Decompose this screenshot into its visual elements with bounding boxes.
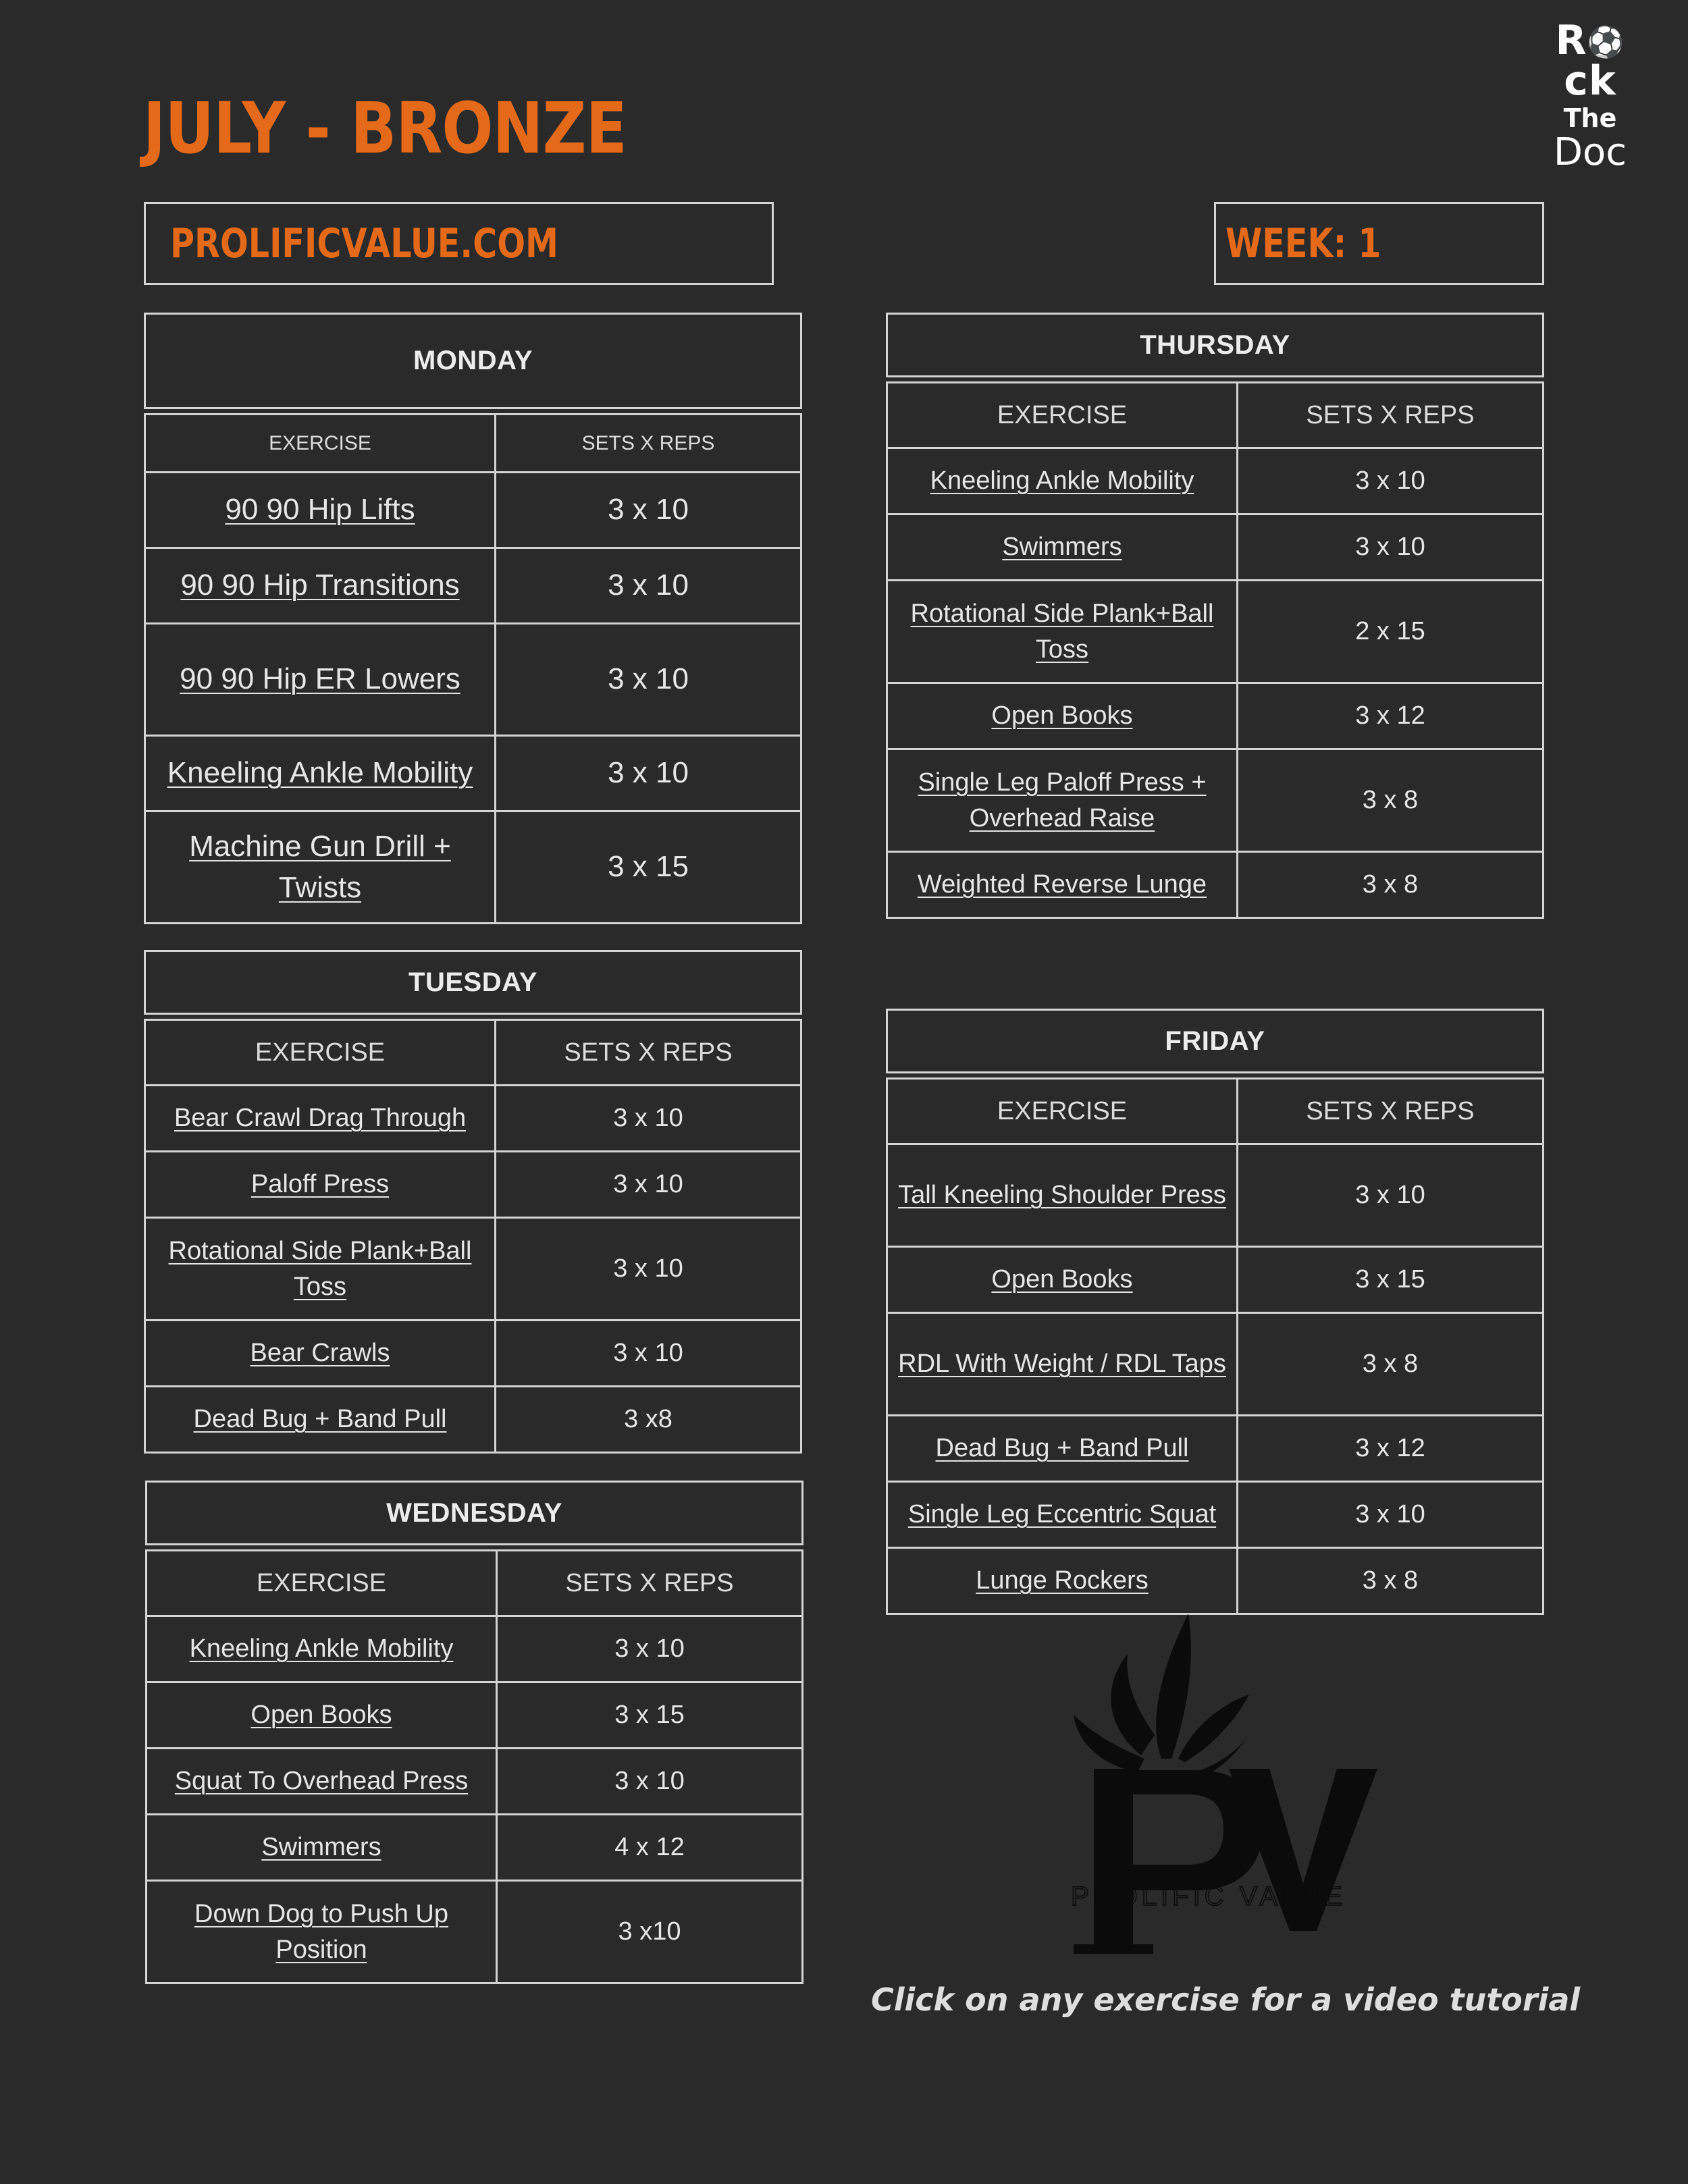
- column-header-exercise: EXERCISE: [887, 383, 1238, 448]
- table-row: [887, 1548, 1544, 1614]
- sets-reps: 3 x 15: [497, 1682, 803, 1749]
- exercise-link[interactable]: Paloff Press: [145, 1152, 496, 1218]
- sets-reps: 3 x 8: [1238, 1548, 1544, 1614]
- column-header-sets: SETS X REPS: [1238, 383, 1544, 448]
- exercise-link[interactable]: Bear Crawl Drag Through: [145, 1086, 496, 1152]
- exercise-link[interactable]: 90 90 Hip Transitions: [145, 548, 496, 624]
- thursday-table: [886, 381, 1544, 919]
- exercise-link[interactable]: Dead Bug + Band Pull: [145, 1387, 496, 1453]
- table-row: [145, 736, 801, 811]
- sets-reps: 3 x 8: [1238, 749, 1544, 852]
- day-heading: THURSDAY: [886, 313, 1544, 377]
- wednesday-table: [145, 1549, 803, 1984]
- sets-reps: 3 x 10: [496, 1152, 801, 1218]
- site-link[interactable]: PROLIFICVALUE.COM: [170, 219, 559, 267]
- tuesday-table: [144, 1019, 802, 1454]
- exercise-link[interactable]: Lunge Rockers: [887, 1548, 1238, 1614]
- sets-reps: 3 x 10: [1238, 1482, 1544, 1548]
- sets-reps: 4 x 12: [497, 1815, 803, 1881]
- sets-reps: 2 x 15: [1238, 581, 1544, 683]
- table-row: [147, 1682, 803, 1749]
- friday-section: [886, 1009, 1544, 1615]
- table-row: [145, 1218, 801, 1321]
- exercise-link[interactable]: Single Leg Eccentric Squat: [887, 1482, 1238, 1548]
- exercise-link[interactable]: Down Dog to Push Up Position: [147, 1881, 497, 1983]
- tuesday-section: [144, 950, 802, 1454]
- exercise-link[interactable]: Swimmers: [147, 1815, 497, 1881]
- table-row: [887, 448, 1544, 514]
- exercise-link[interactable]: Tall Kneeling Shoulder Press: [887, 1144, 1238, 1247]
- sets-reps: 3 x 10: [496, 1086, 801, 1152]
- week-label: WEEK: 1: [1225, 219, 1381, 267]
- table-row: [887, 514, 1544, 581]
- exercise-link[interactable]: Kneeling Ankle Mobility: [887, 448, 1238, 514]
- page-title: JULY - BRONZE: [143, 87, 627, 169]
- table-row: [145, 1086, 801, 1152]
- table-row: [145, 548, 801, 624]
- exercise-link[interactable]: Bear Crawls: [145, 1321, 496, 1387]
- rock-the-doc-logo: R⚽ck The Doc: [1553, 17, 1627, 174]
- sets-reps: 3 x 12: [1238, 1416, 1544, 1482]
- column-header-sets: SETS X REPS: [1238, 1079, 1544, 1144]
- table-row: [147, 1616, 803, 1682]
- monday-section: [144, 313, 802, 924]
- sets-reps: 3 x 10: [497, 1749, 803, 1815]
- wednesday-section: [145, 1481, 803, 1984]
- sets-reps: 3 x 10: [1238, 514, 1544, 581]
- thursday-section: [886, 313, 1544, 919]
- sets-reps: 3 x 10: [496, 736, 801, 811]
- column-header-exercise: EXERCISE: [145, 415, 496, 473]
- table-row: [887, 1416, 1544, 1482]
- column-header-sets: SETS X REPS: [496, 415, 801, 473]
- sets-reps: 3 x 10: [496, 548, 801, 624]
- column-header-exercise: EXERCISE: [887, 1079, 1238, 1144]
- exercise-link[interactable]: Kneeling Ankle Mobility: [147, 1616, 497, 1682]
- column-header-sets: SETS X REPS: [496, 1020, 801, 1086]
- table-row: [887, 1313, 1544, 1416]
- sets-reps: 3 x 12: [1238, 683, 1544, 749]
- table-row: [147, 1749, 803, 1815]
- sets-reps: 3 x10: [497, 1881, 803, 1983]
- table-row: [887, 749, 1544, 852]
- exercise-link[interactable]: Swimmers: [887, 514, 1238, 581]
- sets-reps: 3 x 15: [496, 811, 801, 924]
- sets-reps: 3 x8: [496, 1387, 801, 1453]
- table-row: [887, 1482, 1544, 1548]
- table-row: [887, 1247, 1544, 1313]
- table-row: [887, 683, 1544, 749]
- footer-note: Click on any exercise for a video tutorial: [871, 1981, 1581, 2018]
- exercise-link[interactable]: Machine Gun Drill + Twists: [145, 811, 496, 924]
- exercise-link[interactable]: RDL With Weight / RDL Taps: [887, 1313, 1238, 1416]
- exercise-link[interactable]: Squat To Overhead Press: [147, 1749, 497, 1815]
- friday-table: [886, 1077, 1544, 1615]
- exercise-link[interactable]: Open Books: [887, 1247, 1238, 1313]
- exercise-link[interactable]: Open Books: [147, 1682, 497, 1749]
- table-row: [145, 1321, 801, 1387]
- table-row: [887, 581, 1544, 683]
- prolific-value-logo: [1026, 1614, 1391, 1965]
- table-row: [145, 473, 801, 548]
- exercise-link[interactable]: Single Leg Paloff Press + Overhead Raise: [887, 749, 1238, 852]
- table-row: [147, 1881, 803, 1983]
- sets-reps: 3 x 10: [496, 1218, 801, 1321]
- sets-reps: 3 x 15: [1238, 1247, 1544, 1313]
- column-header-sets: SETS X REPS: [497, 1551, 803, 1616]
- sets-reps: 3 x 10: [497, 1616, 803, 1682]
- table-row: [145, 624, 801, 736]
- exercise-link[interactable]: Weighted Reverse Lunge: [887, 852, 1238, 918]
- table-row: [147, 1815, 803, 1881]
- table-row: [145, 811, 801, 924]
- day-heading: MONDAY: [144, 313, 802, 409]
- exercise-link[interactable]: Dead Bug + Band Pull: [887, 1416, 1238, 1482]
- week-box: [1214, 202, 1544, 285]
- table-row: [145, 1152, 801, 1218]
- exercise-link[interactable]: Rotational Side Plank+Ball Toss: [887, 581, 1238, 683]
- table-row: [887, 1144, 1544, 1247]
- sets-reps: 3 x 10: [496, 624, 801, 736]
- column-header-exercise: EXERCISE: [145, 1020, 496, 1086]
- day-heading: TUESDAY: [144, 950, 802, 1015]
- table-row: [887, 852, 1544, 918]
- sets-reps: 3 x 10: [496, 1321, 801, 1387]
- pv-logo-text: PROLIFIC VALUE: [1071, 1882, 1346, 1911]
- exercise-link[interactable]: 90 90 Hip ER Lowers: [145, 624, 496, 736]
- table-row: [145, 1387, 801, 1453]
- monday-table: [144, 413, 802, 924]
- day-heading: WEDNESDAY: [145, 1481, 803, 1545]
- site-link-box[interactable]: [144, 202, 774, 285]
- exercise-link[interactable]: Rotational Side Plank+Ball Toss: [145, 1218, 496, 1321]
- sets-reps: 3 x 10: [1238, 448, 1544, 514]
- sets-reps: 3 x 8: [1238, 852, 1544, 918]
- exercise-link[interactable]: 90 90 Hip Lifts: [145, 473, 496, 548]
- sets-reps: 3 x 8: [1238, 1313, 1544, 1416]
- exercise-link[interactable]: Kneeling Ankle Mobility: [145, 736, 496, 811]
- column-header-exercise: EXERCISE: [147, 1551, 497, 1616]
- day-heading: FRIDAY: [886, 1009, 1544, 1073]
- sets-reps: 3 x 10: [496, 473, 801, 548]
- exercise-link[interactable]: Open Books: [887, 683, 1238, 749]
- sets-reps: 3 x 10: [1238, 1144, 1544, 1247]
